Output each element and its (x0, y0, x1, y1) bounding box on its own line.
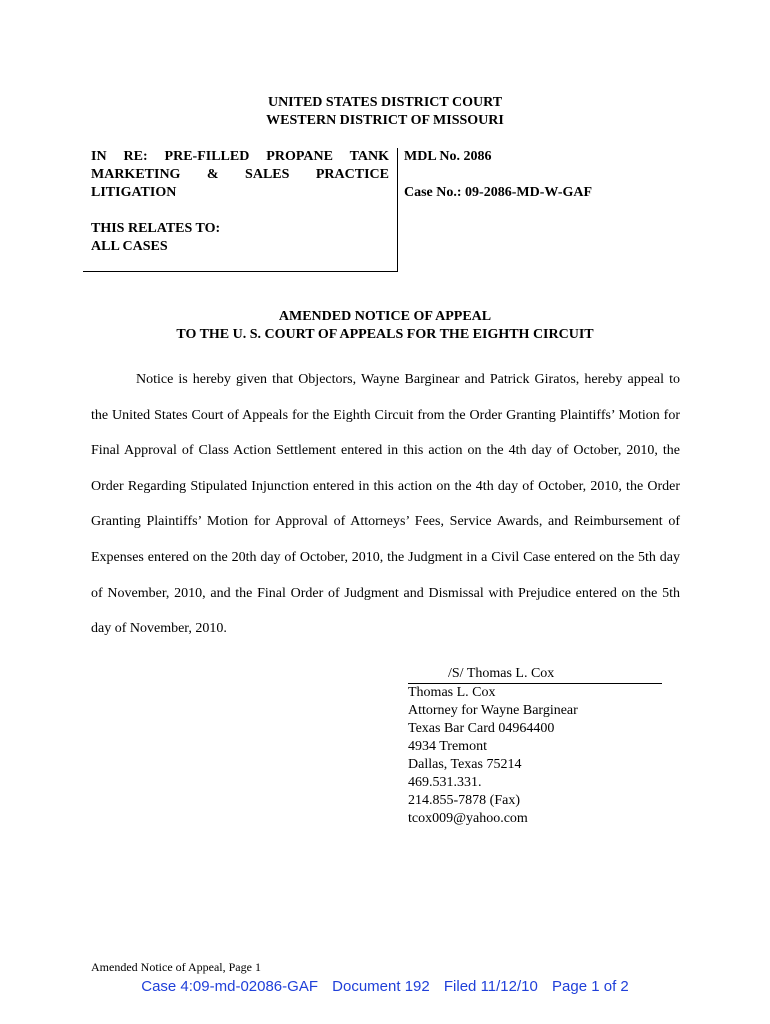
stamp-document: Document 192 (332, 978, 430, 995)
case-number: Case No.: 09-2086-MD-W-GAF (404, 185, 593, 200)
signer-fax: 214.855-7878 (Fax) (408, 793, 520, 808)
case-caption-left (91, 148, 389, 256)
case-name-line-2: MARKETING & SALES PRACTICE (91, 167, 389, 182)
stamp-filed: Filed 11/12/10 (443, 978, 538, 995)
page-footer-label: Amended Notice of Appeal, Page 1 (91, 960, 261, 974)
relates-to-line-1: THIS RELATES TO: (91, 221, 221, 236)
court-name: UNITED STATES DISTRICT COURT (267, 95, 503, 110)
mdl-number: MDL No. 2086 (404, 149, 492, 164)
court-heading (0, 94, 770, 130)
signer-email: tcox009@yahoo.com (408, 811, 528, 826)
stamp-case: Case 4:09-md-02086-GAF (141, 978, 318, 995)
case-name (91, 148, 389, 202)
relates-to-line-2: ALL CASES (91, 239, 168, 254)
document-title-line-1: AMENDED NOTICE OF APPEAL (278, 309, 492, 324)
case-name-line-1: IN RE: PRE-FILLED PROPANE TANK (91, 149, 389, 164)
case-caption-right (404, 148, 592, 202)
signer-city: Dallas, Texas 75214 (408, 757, 522, 772)
signature-line: /S/ Thomas L. Cox (408, 665, 662, 684)
signer-street: 4934 Tremont (408, 739, 487, 754)
document-title-line-2: TO THE U. S. COURT OF APPEALS FOR THE EIGHTH CIRCUIT (176, 327, 594, 342)
stamp-page: Page 1 of 2 (552, 978, 629, 995)
notice-body (91, 362, 680, 647)
signer-role: Attorney for Wayne Barginear (408, 703, 578, 718)
signer-phone: 469.531.331. (408, 775, 482, 790)
signature-block (408, 665, 662, 828)
document-title (0, 308, 770, 344)
court-district: WESTERN DISTRICT OF MISSOURI (266, 113, 504, 128)
caption-horizontal-rule (83, 271, 398, 272)
relates-to (91, 220, 389, 256)
signer-name: Thomas L. Cox (408, 685, 496, 700)
case-name-line-3: LITIGATION (91, 185, 177, 200)
signer-bar-card: Texas Bar Card 04964400 (408, 721, 555, 736)
notice-paragraph: Notice is hereby given that Objectors, Wayne Barginear and Patrick Giratos, hereby appeal to the United States Court of Appeals for the Eighth Circuit from the Order Granting Plaintiffs’ Motion for Final Approval of Class Action Settlement entered in this action on the 4th day of October, 2010, the Order Regarding Stipulated Injunction entered in this action on the 4th day of October, 2010, the Order Granting Plaintiffs’ Motion for Approval of Attorneys’ Fees, Service Awards, and Reimbursement of Expenses entered on the 20th day of October, 2010, the Judgment in a Civil Case entered on the 5th day of November, 2010, and the Final Order of Judgment and Dismissal with Prejudice entered on the 5th day of November, 2010. (91, 372, 680, 637)
ecf-filing-stamp (0, 978, 770, 995)
caption-vertical-rule (397, 148, 398, 272)
